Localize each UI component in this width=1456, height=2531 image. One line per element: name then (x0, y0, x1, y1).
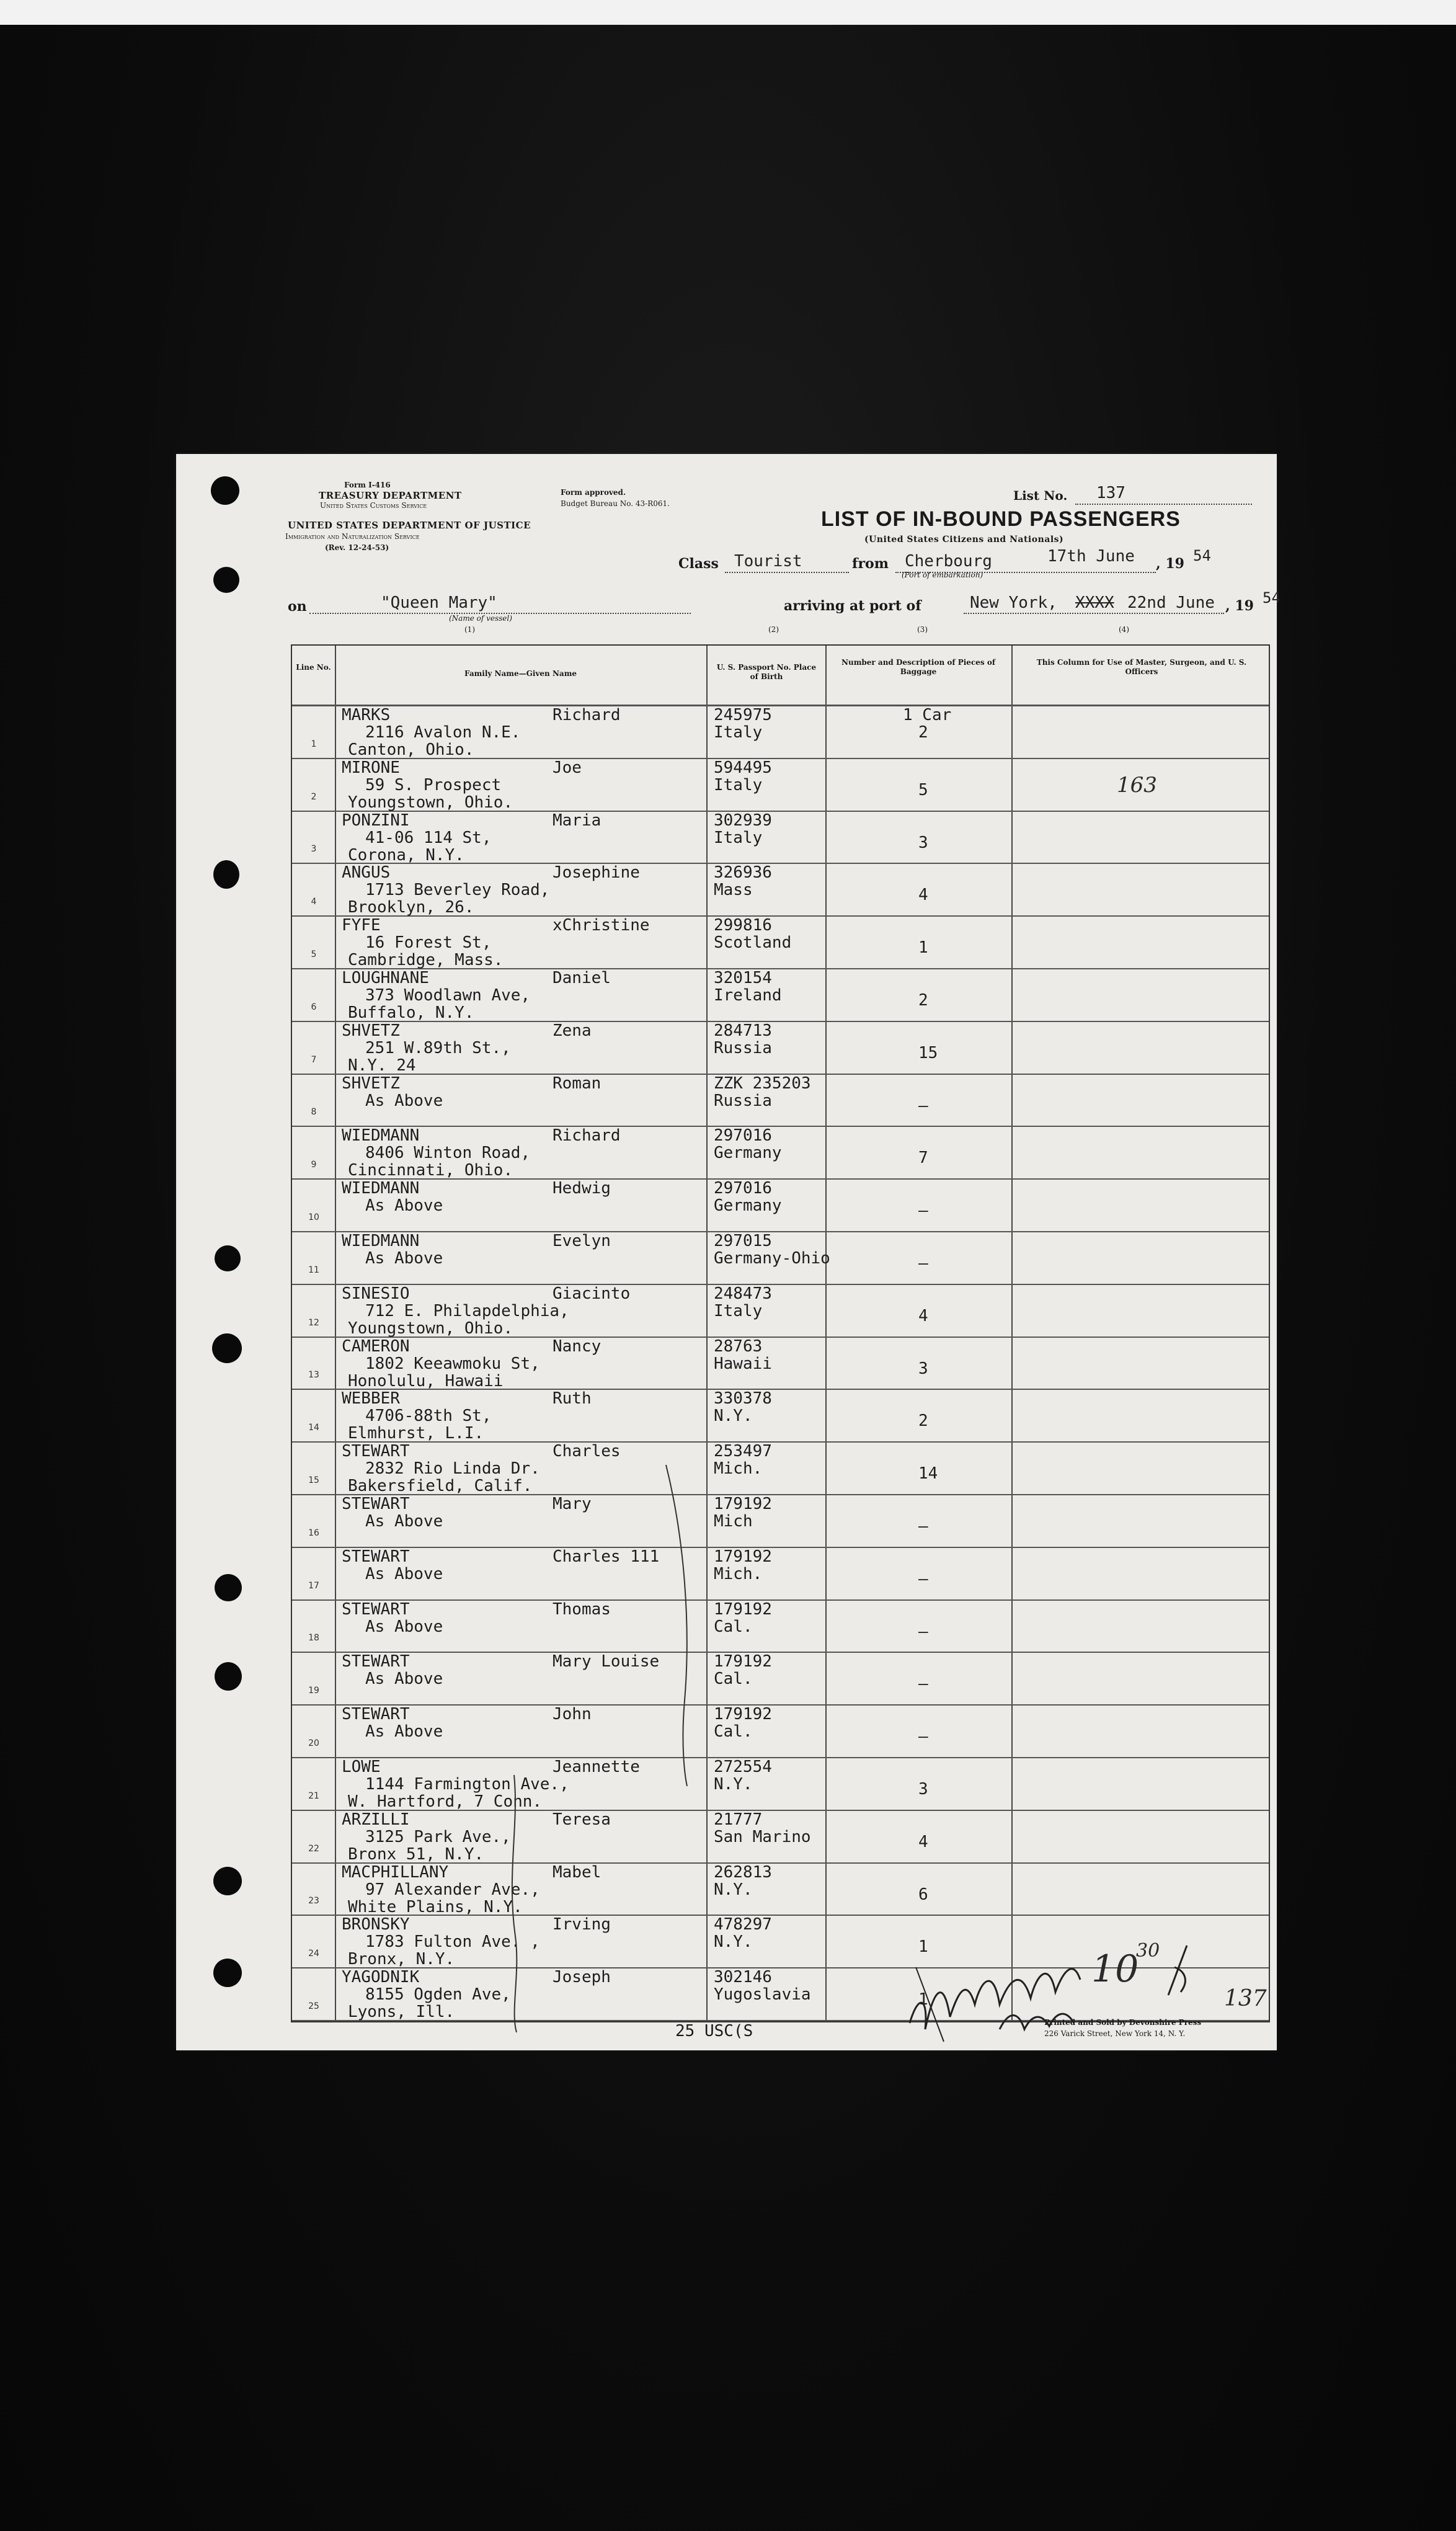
address-line-1: 251 W.89th St., (365, 1038, 511, 1057)
table-row (292, 1231, 1269, 1284)
family-name: BRONSKY (342, 1915, 410, 1934)
baggage-count: 5 (918, 780, 928, 799)
family-name: LOWE (342, 1758, 381, 1776)
place-of-birth: Yugoslavia (714, 1985, 811, 2004)
binder-hole (215, 1245, 241, 1271)
passport-number: 478297 (714, 1915, 772, 1934)
manifest-page (176, 454, 1281, 2050)
given-name: Zena (553, 1021, 592, 1040)
family-name: LOUGHNANE (342, 969, 429, 987)
family-name: CAMERON (342, 1337, 410, 1356)
list-line (1075, 504, 1252, 505)
passport-number: 28763 (714, 1337, 763, 1356)
family-name: MACPHILLANY (342, 1862, 449, 1882)
line-number: 3 (311, 844, 317, 855)
place-of-birth: Germany (714, 1196, 782, 1216)
line-number: 10 (308, 1212, 319, 1222)
footer-stamp: 25 USC(S (675, 2022, 753, 2040)
address-line-2: Canton, Ohio. (348, 741, 474, 759)
address-line-2: Elmhurst, L.I. (348, 1424, 484, 1443)
family-name: MIRONE (342, 758, 400, 777)
family-name: SINESIO (342, 1284, 410, 1303)
table-row (292, 758, 1269, 811)
place-of-birth: Mich (714, 1512, 753, 1531)
binder-hole (213, 567, 239, 593)
place-of-birth: Mich. (714, 1459, 763, 1479)
col-num-2: (2) (768, 625, 779, 634)
address-line-1: 3125 Park Ave., (365, 1827, 511, 1846)
ins-service: Immigration and Naturalization Service (285, 532, 420, 541)
baggage-count: 3 (918, 1780, 928, 1799)
table-row (292, 1284, 1269, 1337)
family-name: STEWART (342, 1599, 410, 1619)
arrival-year-prefix: , 19 (1225, 598, 1254, 614)
place-of-birth: Cal. (714, 1722, 753, 1741)
address-line-1: 2832 Rio Linda Dr. (365, 1459, 540, 1479)
year-prefix: , 19 (1156, 556, 1184, 572)
baggage-count-extra: 2 (918, 723, 928, 742)
passport-number: 297015 (714, 1232, 772, 1250)
baggage-count: 14 (918, 1464, 938, 1483)
baggage-count: 1 (918, 938, 928, 958)
table-row (292, 863, 1269, 915)
baggage-count: 7 (918, 1149, 928, 1168)
table-row (292, 1074, 1269, 1126)
line-number: 5 (311, 949, 317, 959)
baggage-count: 3 (918, 1359, 928, 1378)
table-row (292, 968, 1269, 1021)
binder-hole (215, 1574, 242, 1601)
table-row (292, 1810, 1269, 1862)
family-name: FYFE (342, 916, 381, 935)
printer-line-2: 226 Varick Street, New York 14, N. Y. (1044, 2029, 1186, 2038)
line-number: 11 (308, 1265, 319, 1275)
family-name: MARKS (342, 706, 391, 724)
place-of-birth: Italy (714, 828, 763, 847)
given-name: Jeannette (553, 1758, 640, 1776)
passport-number: 179192 (714, 1652, 772, 1671)
passport-number: 21777 (714, 1810, 763, 1829)
family-name: WIEDMANN (342, 1179, 420, 1198)
address-line-1: 1783 Fulton Ave. , (365, 1933, 540, 1952)
baggage-count: – (918, 1622, 928, 1641)
address-line-1: As Above (365, 1564, 443, 1583)
place-of-birth: Russia (714, 1091, 772, 1110)
given-name: Teresa (553, 1810, 611, 1829)
form-revision: (Rev. 12-24-53) (325, 543, 389, 552)
vessel-name: "Queen Mary" (381, 594, 497, 612)
table-row (292, 1757, 1269, 1810)
line-number: 8 (311, 1107, 317, 1118)
address-line-2: N.Y. 24 (348, 1056, 416, 1075)
passport-number: 326936 (714, 863, 772, 883)
passport-number: 594495 (714, 758, 772, 777)
family-name: ARZILLI (342, 1810, 410, 1829)
passport-number: 248473 (714, 1284, 772, 1303)
table-row (292, 1021, 1269, 1074)
line-number: 25 (308, 2001, 319, 2011)
baggage-count: – (918, 1569, 928, 1588)
hand-slash-mark (1162, 1942, 1199, 1998)
baggage-count: – (918, 1201, 928, 1221)
line-number: 4 (311, 897, 317, 907)
embark-port: Cherbourg (905, 552, 992, 571)
col-num-1: (1) (464, 625, 475, 634)
embark-caption: (Port of embarkation) (902, 571, 983, 579)
table-row (292, 1126, 1269, 1178)
place-of-birth: Cal. (714, 1670, 753, 1689)
family-name: STEWART (342, 1495, 410, 1513)
family-name: WIEDMANN (342, 1232, 420, 1250)
place-of-birth: Italy (714, 775, 763, 794)
table-row (292, 1178, 1269, 1231)
address-line-2: Youngstown, Ohio. (348, 793, 513, 812)
line-number: 14 (308, 1423, 319, 1433)
baggage-count: 1 (918, 1990, 928, 2009)
passport-number: 262813 (714, 1862, 772, 1882)
table-row (292, 705, 1269, 758)
embark-year: 54 (1193, 547, 1211, 564)
table-row (292, 1862, 1269, 1915)
on-label: on (288, 598, 307, 615)
address-line-1: As Above (365, 1617, 443, 1636)
line-number: 21 (308, 1790, 319, 1801)
given-name: Mary Louise (553, 1652, 660, 1671)
given-name: Richard (553, 1126, 621, 1145)
line-number: 1 (311, 739, 317, 749)
given-name: xChristine (553, 916, 650, 935)
passport-number: 179192 (714, 1547, 772, 1566)
list-label: List No. (1013, 488, 1068, 503)
passport-number: 297016 (714, 1126, 772, 1145)
passport-number: 284713 (714, 1021, 772, 1040)
form-approved: Form approved. (561, 488, 626, 497)
passport-number: 320154 (714, 969, 772, 987)
given-name: Roman (553, 1074, 601, 1093)
line-number: 18 (308, 1633, 319, 1644)
address-line-1: 16 Forest St, (365, 933, 492, 953)
given-name: Ruth (553, 1389, 592, 1408)
place-of-birth: San Marino (714, 1827, 811, 1846)
family-name: WIEDMANN (342, 1126, 420, 1145)
binder-hole (212, 1333, 242, 1363)
address-line-1: 1144 Farmington Ave., (365, 1775, 569, 1794)
given-name: Maria (553, 811, 601, 830)
baggage-count: 2 (918, 991, 928, 1010)
given-name: Giacinto (553, 1284, 631, 1303)
baggage-count: 4 (918, 1306, 928, 1325)
line-number: 16 (308, 1528, 319, 1538)
col-num-4: (4) (1119, 625, 1129, 634)
hand-page-number: 137 (1224, 1986, 1267, 2011)
table-row (292, 1547, 1269, 1599)
family-name: STEWART (342, 1547, 410, 1566)
line-number: 6 (311, 1002, 317, 1012)
binder-hole (213, 1867, 242, 1895)
line-number: 7 (311, 1054, 317, 1065)
col-header-officers: This Column for Use of Master, Surgeon, and U. S. Officers (1036, 658, 1247, 676)
printer-line-1: Printed and Sold by Devonshire Press (1044, 2018, 1202, 2027)
class-line (725, 572, 849, 573)
address-line-2: Honolulu, Hawaii (348, 1371, 504, 1390)
place-of-birth: Mich. (714, 1564, 763, 1583)
address-line-2: White Plains, N.Y. (348, 1897, 523, 1916)
baggage-count: – (918, 1727, 928, 1746)
address-line-2: Cambridge, Mass. (348, 951, 504, 970)
baggage-count: 4 (918, 1832, 928, 1851)
baggage-count: 3 (918, 833, 928, 852)
family-name: STEWART (342, 1442, 410, 1461)
family-name: ANGUS (342, 863, 391, 883)
address-line-1: 41-06 114 St, (365, 828, 492, 847)
given-name: Irving (553, 1915, 611, 1934)
hand-bracket-mark (502, 1775, 526, 2035)
address-line-2: Bakersfield, Calif. (348, 1477, 533, 1496)
given-name: Charles (553, 1442, 621, 1461)
passport-number: ZZK 235203 (714, 1074, 811, 1093)
given-name: Josephine (553, 863, 640, 883)
binder-hole (213, 1959, 242, 1987)
address-line-2: Bronx, N.Y. (348, 1950, 455, 1969)
vessel-caption: (Name of vessel) (449, 614, 512, 623)
table-row (292, 1494, 1269, 1547)
passport-number: 299816 (714, 916, 772, 935)
address-line-1: 2116 Avalon N.E. (365, 723, 521, 742)
page-subtitle: (United States Citizens and Nationals) (864, 535, 1064, 545)
class-value: Tourist (734, 552, 802, 571)
place-of-birth: N.Y. (714, 1933, 753, 1952)
address-line-1: 97 Alexander Ave., (365, 1880, 540, 1899)
address-line-1: 4706-88th St, (365, 1407, 492, 1426)
address-line-1: As Above (365, 1249, 443, 1268)
table-row (292, 1652, 1269, 1704)
line-number: 19 (308, 1686, 319, 1696)
table-row (292, 1704, 1269, 1757)
baggage-count: 15 (918, 1043, 938, 1062)
place-of-birth: Germany-Ohio (714, 1249, 830, 1268)
address-line-1: 8406 Winton Road, (365, 1144, 531, 1163)
passport-number: 179192 (714, 1705, 772, 1724)
binder-hole (211, 476, 239, 505)
passport-number: 302939 (714, 811, 772, 830)
table-row (292, 915, 1269, 968)
baggage-count: – (918, 1517, 928, 1536)
given-name: Nancy (553, 1337, 601, 1356)
binder-hole (215, 1662, 242, 1691)
place-of-birth: N.Y. (714, 1880, 753, 1899)
line-number: 23 (308, 1896, 319, 1906)
address-line-2: Brooklyn, 26. (348, 898, 474, 917)
binder-hole (213, 860, 239, 889)
family-name: PONZINI (342, 811, 410, 830)
address-line-1: As Above (365, 1196, 443, 1216)
address-line-1: 59 S. Prospect (365, 775, 502, 794)
given-name: Mary (553, 1495, 592, 1513)
address-line-1: As Above (365, 1512, 443, 1531)
col-num-3: (3) (917, 625, 928, 634)
table-row (292, 1337, 1269, 1389)
address-line-2: Buffalo, N.Y. (348, 1003, 474, 1022)
place-of-birth: Cal. (714, 1617, 753, 1636)
passport-number: 179192 (714, 1495, 772, 1513)
col-header-line-no: Line No. (296, 663, 331, 672)
given-name: Mabel (553, 1862, 601, 1882)
family-name: STEWART (342, 1705, 410, 1724)
address-line-2: Lyons, Ill. (348, 2003, 455, 2022)
place-of-birth: Italy (714, 1301, 763, 1320)
line-number: 15 (308, 1475, 319, 1485)
family-name: SHVETZ (342, 1074, 400, 1093)
viewer-top-bar (0, 0, 1456, 25)
form-number: Form I-416 (344, 481, 391, 489)
col-header-passport: U. S. Passport No. Place of Birth (716, 663, 817, 681)
place-of-birth: Germany (714, 1144, 782, 1163)
hand-bracket-mark (660, 1465, 697, 1787)
baggage-count: 2 (918, 1412, 928, 1431)
address-line-2: Bronx 51, N.Y. (348, 1844, 484, 1864)
customs-service: United States Customs Service (320, 501, 427, 510)
place-of-birth: N.Y. (714, 1775, 753, 1794)
given-name: John (553, 1705, 592, 1724)
family-name: STEWART (342, 1652, 410, 1671)
address-line-2: Youngstown, Ohio. (348, 1319, 513, 1338)
class-label: Class (678, 556, 719, 572)
baggage-count: 1 Car (903, 706, 952, 724)
place-of-birth: Hawaii (714, 1354, 772, 1373)
officer-note: 163 (1117, 772, 1157, 798)
table-row (292, 811, 1269, 863)
line-number: 22 (308, 1843, 319, 1854)
arriving-label: arriving at port of (784, 598, 921, 614)
line-number: 2 (311, 791, 317, 802)
line-number: 17 (308, 1580, 319, 1591)
line-number: 9 (311, 1160, 317, 1170)
passenger-table (291, 644, 1270, 2022)
passport-number: 272554 (714, 1758, 772, 1776)
line-number: 12 (308, 1317, 319, 1328)
baggage-count: – (918, 1254, 928, 1273)
justice-dept: UNITED STATES DEPARTMENT OF JUSTICE (288, 520, 531, 531)
col-header-baggage: Number and Description of Pieces of Baggage (841, 658, 995, 676)
arrival-year: 54 (1263, 589, 1281, 607)
passport-number: 245975 (714, 706, 772, 724)
family-name: SHVETZ (342, 1021, 400, 1040)
address-line-1: As Above (365, 1722, 443, 1741)
address-line-2: Cincinnati, Ohio. (348, 1161, 513, 1180)
place-of-birth: Ireland (714, 986, 782, 1005)
arrival-date: 22nd June (1127, 594, 1215, 612)
address-line-2: Corona, N.Y. (348, 845, 464, 865)
address-line-1: 8155 Ogden Ave, (365, 1985, 511, 2004)
baggage-count: 4 (918, 886, 928, 905)
col-header-name: Family Name—Given Name (464, 669, 577, 678)
given-name: Charles 111 (553, 1547, 660, 1566)
passport-number: 330378 (714, 1389, 772, 1408)
address-line-1: 712 E. Philapdelphia, (365, 1301, 569, 1320)
page-title: LIST OF IN-BOUND PASSENGERS (821, 507, 1181, 531)
family-name: YAGODNIK (342, 1968, 420, 1987)
place-of-birth: Russia (714, 1038, 772, 1057)
table-row (292, 1441, 1269, 1494)
address-line-1: 1713 Beverley Road, (365, 881, 550, 900)
place-of-birth: Scotland (714, 933, 792, 953)
given-name: Richard (553, 706, 621, 724)
baggage-count: – (918, 1096, 928, 1115)
embark-date: 17th June (1047, 547, 1135, 566)
address-line-1: As Above (365, 1091, 443, 1110)
list-number: 137 (1096, 484, 1125, 502)
given-name: Thomas (553, 1599, 611, 1619)
baggage-count: 6 (918, 1885, 928, 1904)
budget-bureau: Budget Bureau No. 43-R061. (561, 499, 670, 508)
baggage-count: – (918, 1675, 928, 1694)
given-name: Joe (553, 758, 582, 777)
family-name: WEBBER (342, 1389, 400, 1408)
line-number: 13 (308, 1370, 319, 1381)
table-row (292, 1389, 1269, 1441)
line-number: 24 (308, 1949, 319, 1959)
passport-number: 253497 (714, 1442, 772, 1461)
place-of-birth: Mass (714, 881, 753, 900)
place-of-birth: N.Y. (714, 1407, 753, 1426)
place-of-birth: Italy (714, 723, 763, 742)
hand-note-sup: 30 (1136, 1940, 1160, 1962)
passport-number: 297016 (714, 1179, 772, 1198)
table-row (292, 1599, 1269, 1652)
arrival-line (964, 613, 1224, 614)
given-name: Evelyn (553, 1232, 611, 1250)
from-label: from (852, 556, 889, 572)
address-line-1: As Above (365, 1670, 443, 1689)
given-name: Daniel (553, 969, 611, 987)
hand-note: 10 (1091, 1947, 1139, 1991)
address-line-2: W. Hartford, 7 Conn. (348, 1792, 543, 1811)
address-line-1: 1802 Keeawmoku St, (365, 1354, 540, 1373)
passport-number: 179192 (714, 1599, 772, 1619)
arrival-port: New York, (970, 594, 1057, 612)
address-line-1: 373 Woodlawn Ave, (365, 986, 531, 1005)
line-number: 20 (308, 1738, 319, 1748)
baggage-count: 1 (918, 1937, 928, 1957)
given-name: Hedwig (553, 1179, 611, 1198)
given-name: Joseph (553, 1968, 611, 1987)
passport-number: 302146 (714, 1968, 772, 1987)
struck-text: XXXX (1075, 594, 1114, 612)
treasury-dept: TREASURY DEPARTMENT (319, 490, 462, 501)
